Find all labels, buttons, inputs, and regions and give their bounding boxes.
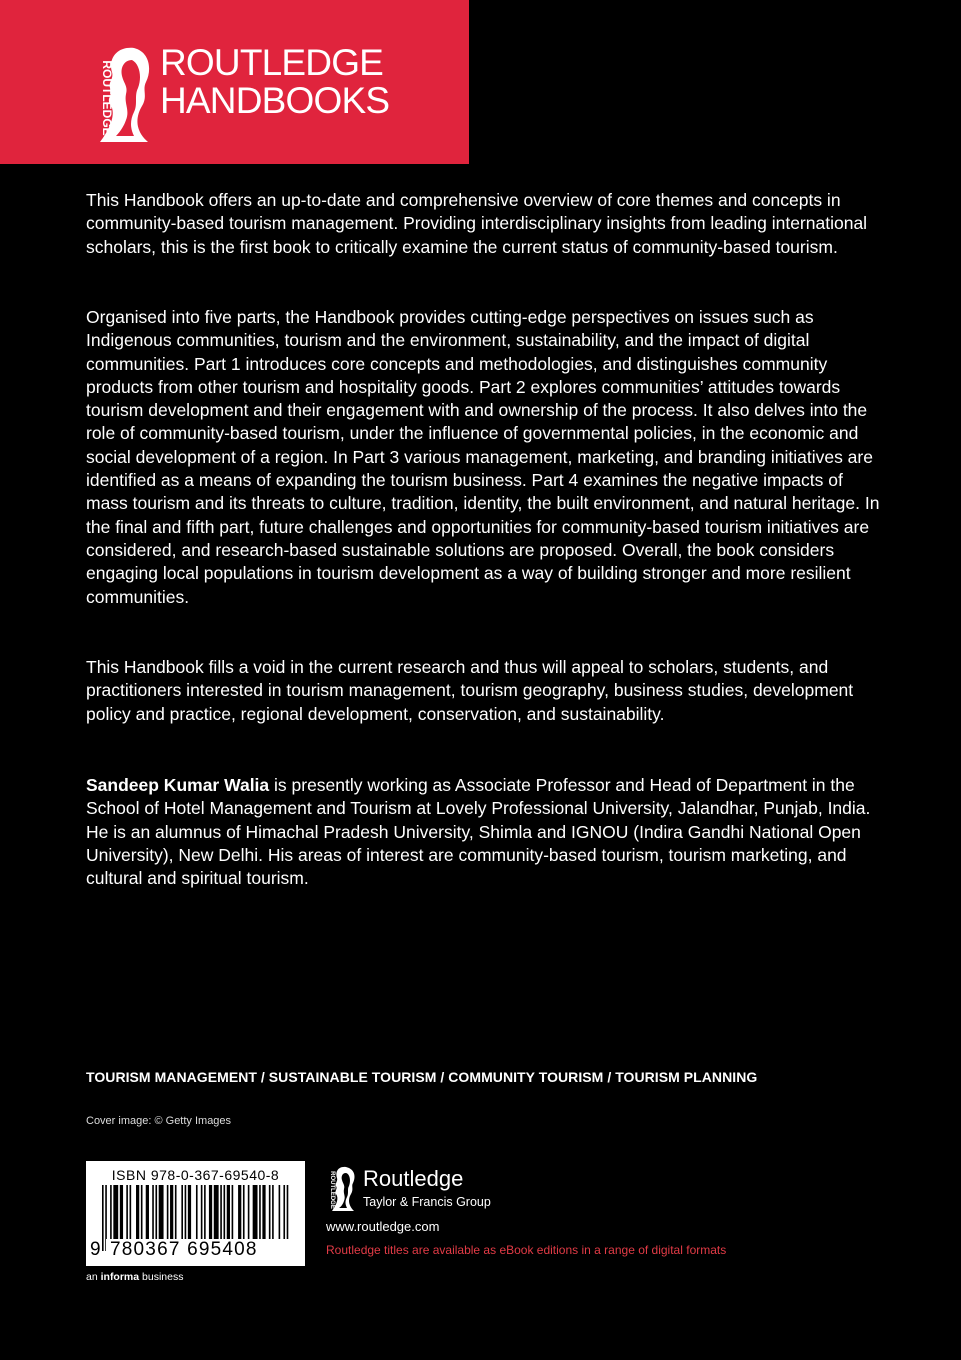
subject-categories: TOURISM MANAGEMENT / SUSTAINABLE TOURISM / COMMUNITY TOURISM / TOURISM PLANNING xyxy=(86,1069,758,1085)
isbn-barcode xyxy=(86,1161,305,1266)
series-banner xyxy=(0,0,469,164)
barcode-bar xyxy=(113,1185,118,1241)
barcode-bar xyxy=(102,1185,104,1251)
barcode-bar xyxy=(259,1185,261,1241)
description-paragraph-1: This Handbook offers an up-to-date and comprehensive overview of core themes and concepts in community-based tourism management. Providing interdisciplinary insights from leading international scholars, this is the first book to critically examine the current status of community-based tourism. xyxy=(86,190,868,257)
barcode-bar xyxy=(224,1185,226,1241)
barcode-bar xyxy=(159,1185,164,1241)
publisher-logo-vertical-text: ROUTLEDGE xyxy=(329,1171,335,1209)
barcode-bar xyxy=(136,1185,139,1241)
series-title xyxy=(160,44,389,120)
barcode-bar xyxy=(232,1185,234,1241)
barcode-bar xyxy=(272,1185,274,1241)
barcode-bar xyxy=(120,1185,123,1241)
barcode-bar xyxy=(181,1185,183,1241)
barcode-digits: 780367 695408 xyxy=(106,1239,302,1261)
barcode-bar xyxy=(152,1185,154,1241)
publisher-url[interactable]: www.routledge.com xyxy=(326,1219,440,1234)
routledge-logo-icon xyxy=(86,46,156,144)
author-name: Sandeep Kumar Walia xyxy=(86,775,270,795)
barcode-bar xyxy=(220,1185,222,1241)
series-title-line2: HANDBOOKS xyxy=(160,80,390,121)
barcode-bar xyxy=(279,1185,281,1241)
barcode-bar xyxy=(204,1185,206,1241)
barcode-bar xyxy=(283,1185,285,1241)
informa-business: an informa business xyxy=(86,1271,184,1283)
series-title-line1: ROUTLEDGE xyxy=(160,42,384,83)
publisher-group: Taylor & Francis Group xyxy=(363,1195,491,1209)
barcode-bar xyxy=(130,1185,132,1241)
author-bio-text: is presently working as Associate Professor and Head of Department in the School of Hotel Management and Tourism at Lovely Professional University, Jalandhar, Punjab, India. He is an alumnus of Himachal Pradesh University, Shimla and IGNOU (Indira Gandhi National Open University), New Delhi. His areas of interest are community-based tourism, tourism marketing, and cultural and spiritual tourism. xyxy=(86,775,871,889)
cover-image-credit: Cover image: © Getty Images xyxy=(86,1115,232,1127)
barcode-bar xyxy=(146,1185,149,1241)
barcode-bar xyxy=(141,1185,143,1241)
barcode-bar xyxy=(185,1185,187,1241)
barcode-bar xyxy=(269,1185,271,1241)
routledge-publisher-logo-icon xyxy=(326,1166,356,1212)
barcode-bar xyxy=(227,1185,230,1241)
routledge-vertical-text: ROUTLEDGE xyxy=(100,60,114,136)
informa-brand: informa xyxy=(100,1271,140,1283)
barcode-bar xyxy=(170,1185,173,1241)
barcode-bar xyxy=(238,1185,241,1241)
description-paragraph-2: Organised into five parts, the Handbook provides cutting-edge perspectives on issues such as Indigenous communities, tourism and the environment, sustainability, and the impact of digital communities. Part 1 introduces core concepts and methodologies, and distinguishes community products from other tourism and hospitality goods. Part 2 explores communities’ attitudes towards tourism development and their engagement with and ownership of the process. It also delves into the role of community-based tourism, under the influence of governmental policies, in the economic and social development of a region. In Part 3 various management, marketing, and branding initiatives are identified as a means of expanding the tourism business. Part 4 examines the negative impacts of mass tourism and its threats to culture, tradition, identity, the built environment, and natural heritage. In the final and fifth part, future challenges and opportunities for community-based tourism initiatives are considered, and research-based sustainable solutions are proposed. Overall, the book considers engaging local populations in tourism development as a way of building stronger and more resilient communities. xyxy=(86,307,880,607)
barcode-bar xyxy=(248,1185,250,1241)
barcode-bar xyxy=(110,1185,112,1241)
barcode-bar xyxy=(188,1185,191,1241)
barcode-bar xyxy=(243,1185,245,1241)
publisher-name: Routledge xyxy=(363,1166,464,1191)
barcode-bar xyxy=(155,1185,157,1241)
barcode-bar xyxy=(262,1185,265,1241)
isbn-label: ISBN 978-0-367-69540-8 xyxy=(111,1167,280,1183)
ebook-availability-note: Routledge titles are available as eBook editions in a range of digital formats xyxy=(326,1243,727,1257)
author-bio xyxy=(86,774,886,890)
barcode-bar xyxy=(175,1185,177,1241)
barcode-bar xyxy=(214,1185,219,1241)
barcode-first-digit: 9 xyxy=(90,1239,101,1260)
barcode-bar xyxy=(126,1185,128,1241)
barcode-bar xyxy=(167,1185,169,1241)
barcode-bar xyxy=(209,1185,212,1241)
description-paragraph-3: This Handbook fills a void in the current research and thus will appeal to scholars, students, and practitioners interested in tourism management, tourism geography, business studies, development policy and practice, regional development, conservation, and sustainability. xyxy=(86,657,854,724)
barcode-bar xyxy=(253,1185,258,1241)
